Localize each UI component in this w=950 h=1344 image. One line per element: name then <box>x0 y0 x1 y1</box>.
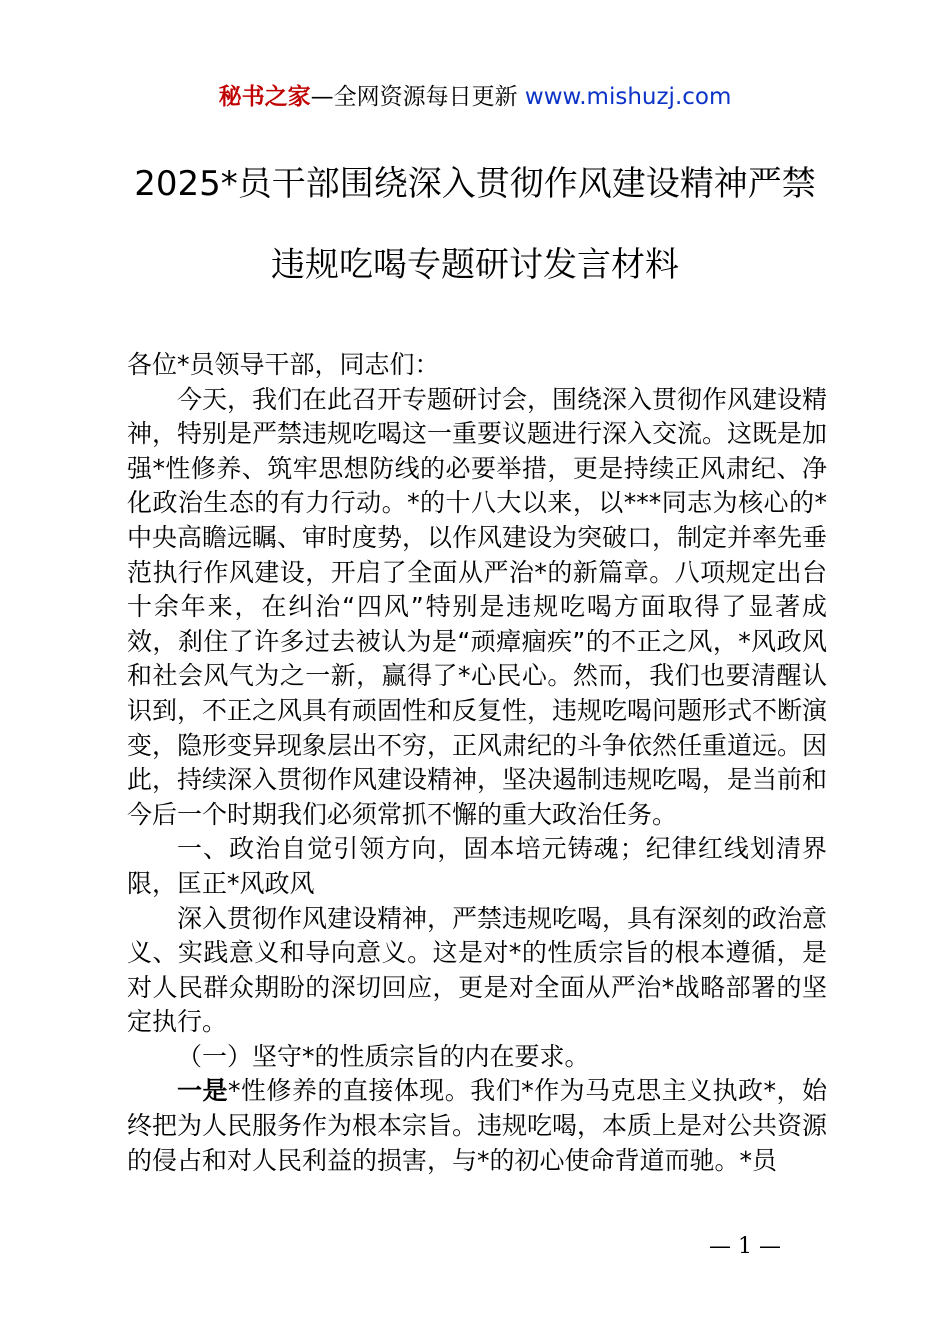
document-body <box>127 348 827 1178</box>
paragraph-2: 深入贯彻作风建设精神，严禁违规吃喝，具有深刻的政治意义、实践意义和导向意义。这是对*的性质宗旨的根本遵循，是对人民群众期盼的深切回应，更是对全面从严治*战略部署的坚定执行。 <box>127 903 828 1037</box>
site-url: www.mishuzj.com <box>524 84 732 110</box>
page-number: — 1 — <box>709 1234 781 1259</box>
title-line-1: 2025*员干部围绕深入贯彻作风建设精神严禁 <box>134 164 816 204</box>
subheading-1: （一）坚守*的性质宗旨的内在要求。 <box>177 1041 590 1071</box>
section-heading-1: 一、政治自觉引领方向，固本培元铸魂；纪律红线划清界限，匡正*风政风 <box>127 834 827 898</box>
site-header <box>0 80 950 114</box>
point-1-paragraph <box>127 1074 827 1178</box>
title-line-2: 违规吃喝专题研讨发言材料 <box>271 245 679 285</box>
salutation: 各位*员领导干部，同志们： <box>127 350 440 379</box>
intro-paragraph: 今天，我们在此召开专题研讨会，围绕深入贯彻作风建设精神，特别是严禁违规吃喝这一重要议题进行深入交流。这既是加强*性修养、筑牢思想防线的必要举措，更是持续正风肃纪、净化政治生态的有力行动。*的十八大以来，以***同志为核心的*中央高瞻远瞩、审时度势，以作风建设为突破口，制定并率先垂范执行作风建设，开启了全面从严治*的新篇章。八项规定出台十余年来，在纠治“四风”特别是违规吃喝方面取得了显著成效，刹住了许多过去被认为是“顽瘴痼疾”的不正之风，*风政风和社会风气为之一新，赢得了*心民心。然而，我们也要清醒认识到，不正之风具有顽固性和反复性，违规吃喝问题形式不断演变，隐形变异现象层出不穷，正风肃纪的斗争依然任重道远。因此，持续深入贯彻作风建设精神，坚决遏制违规吃喝，是当前和今后一个时期我们必须常抓不懈的重大政治任务。 <box>127 384 828 829</box>
site-tagline: —全网资源每日更新 <box>310 84 525 110</box>
point-1-lead: 一是 <box>177 1076 228 1106</box>
point-1-text: *性修养的直接体现。我们*作为马克思主义执政*，始终把为人民服务作为根本宗旨。违规吃喝，本质上是对公共资源的侵占和对人民利益的损害，与*的初心使命背道而驰。*员 <box>127 1076 828 1175</box>
site-brand: 秘书之家 <box>218 84 311 110</box>
document-title <box>0 162 950 288</box>
